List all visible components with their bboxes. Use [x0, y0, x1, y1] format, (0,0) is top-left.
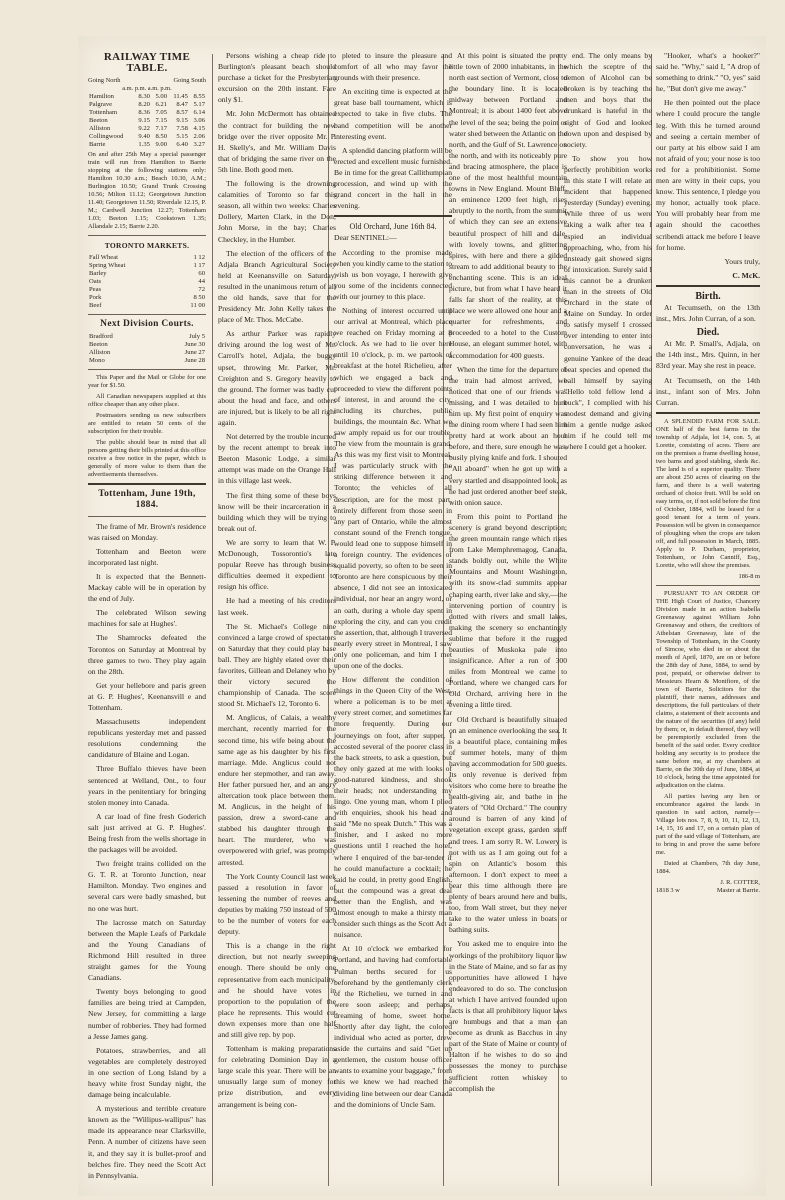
- station-time: 3.06: [193, 117, 205, 125]
- market-row-label: Pork: [89, 294, 102, 302]
- divider: [88, 516, 206, 517]
- local-news: [88, 521, 206, 1181]
- column-1: [88, 50, 206, 1190]
- court-row: [88, 333, 206, 341]
- notice: This Paper and the Mail or Globe for one year for $1.50.: [88, 374, 206, 390]
- station-time: 5.17: [193, 101, 205, 109]
- market-row-value: 44: [198, 278, 205, 286]
- station-time: 6.14: [193, 109, 205, 117]
- news-item: As arthur Parker was rapidly driving around the log west of Mr. Carroll's hotel, Adjala, the buggy upset, throwing Mr. Parker, Mr. Creighton and S. Gregory heavily to the ground. The former was badly cut about the head and face, and others are injured, but is likely to be all right again.: [218, 329, 336, 427]
- sign-off: Yours truly,: [724, 256, 760, 266]
- market-row-value: 11 00: [190, 302, 205, 310]
- news-item: An exciting time is expected at the great base ball tournament, which is expected to take in five clubs. The band competition will be another interesting event.: [334, 87, 452, 141]
- court-row-label: Bradford: [89, 333, 113, 341]
- station-time: 2.06: [193, 133, 205, 141]
- court-order-notice: All parties having any lien or encumbrance against the lands in question in said action, namely—Village lots nos. 7, 8, 9, 10, 11, 12, 13, 14, 15, 16 and 17, on a certain plan of part of the said village of Tottenham, are to bring in and prove the same before me.: [656, 792, 760, 856]
- notice-date: Dated at Chambers, 7th day June, 1884.: [656, 859, 760, 875]
- division-courts-title: Next Division Courts.: [100, 319, 194, 330]
- news-item: Not deterred by the trouble incurred by the recent attempt to break into Beeton Masonic Lodge, a similar attempt was made on the Orange Hall in this village last week.: [218, 432, 336, 486]
- railway-row: [88, 101, 206, 109]
- market-row: [88, 262, 206, 270]
- station-name: Collingwood: [89, 133, 124, 141]
- markets-title: TORONTO MARKETS.: [104, 241, 190, 251]
- notice: All Canadian newspapers supplied at this office cheaper than any other place.: [88, 393, 206, 409]
- letter-paragraph: "Hooker, what's a hooker?" said he. "Why," said I, "A drop of something to drink." "O, yes" said he, "But don't give me away.": [656, 51, 760, 94]
- station-time: 7.15: [155, 117, 168, 125]
- market-row: [88, 286, 206, 294]
- court-row-label: Alliston: [89, 349, 111, 357]
- notice-signature: J. R. COTTER,: [720, 878, 760, 886]
- railway-row: [88, 93, 206, 101]
- station-time: 8.50: [155, 133, 168, 141]
- station-time: 3.27: [193, 141, 205, 149]
- birth-heading: Birth.: [695, 290, 721, 302]
- station-time: 9.22: [138, 125, 150, 133]
- column-4: [449, 50, 567, 1190]
- news-item: The first thing some of these boys know will be their incarceration in a building which they will be trying to break out of.: [218, 490, 336, 533]
- news-item: The celebrated Wilson sewing machines for sale at Hughes'.: [88, 608, 206, 629]
- courts-table: [88, 333, 206, 365]
- notice-footer: [656, 887, 760, 895]
- ad-reference: 1818 3 w: [656, 886, 680, 894]
- court-row-value: July 5: [189, 333, 205, 341]
- court-row-label: Mono: [89, 357, 105, 365]
- railway-table: [88, 93, 206, 149]
- divider: [656, 412, 760, 414]
- news-item: pleted to insure the pleasure and comfort of all who may favor the grounds with their presence.: [334, 51, 452, 83]
- dateline: Tottenham, June 19th, 1884.: [98, 489, 196, 511]
- market-row: [88, 302, 206, 310]
- station-time: 8.30: [138, 93, 150, 101]
- divider: [88, 369, 206, 370]
- court-row-value: June 27: [184, 349, 205, 357]
- station-time: 8.55: [193, 93, 205, 101]
- news-item: Mr. John McDermott has obtained the contract for building the new bridge over the river opposite Mr. P. H. Skelly's, and Mr. William Davis that of bridging the same river on the 5th line. Both good men.: [218, 109, 336, 174]
- news-item: It is expected that the Bennett-Mackay cable will be in operation by the end of July.: [88, 571, 206, 604]
- signature: C. McK.: [732, 270, 760, 280]
- station-time: 4.15: [193, 125, 205, 133]
- letter-paragraph: According to the promise made when you kindly came to the station to wish us bon voyage, I herewith give you some of the incidents connected with our journey to this place.: [334, 247, 452, 301]
- letter-paragraph: How different the condition of things in the Queen City of the West, where a policeman is to be met at every street corner, and sometimes far more frequently. During our journeyings on foot, after supper, I accosted several of the poorer class in the back streets, to ask a question, but they only gazed at me with looks of good-natured kindness, and shook their heads; not understanding my lingo. One young man, whom I plied with enquiries, shook his head and said "Me no speak Dutch." This was a finisher, and I asked no more questions until I reached the hotel, where I enquired of the bar-tender if he could manufacture a cocktail; he said he could, in pretty good English, but the compound was a great deal better than the English, and was almost enough to make a thirsty man consider such things as the Scott Act a nuisance.: [334, 675, 452, 940]
- railway-row: [88, 109, 206, 117]
- markets-table: [88, 254, 206, 310]
- letter-paragraph: From this point to Portland the scenery is grand beyond description; the green mountain range which rises from Lake Memphremagog, Canada, stands boldly out, while the White Mountains and Mount Washington, with its snow-clad summits appear chaping earth, river lake and sky,—the intervening portion of country is dotted with rivers and small lakes, making the scenery so enchantingly sublime that before it the rugged beauties of Muskoka pale into insignificance. After a run of 300 miles from Montreal we came to Portland, where we changed cars for Old Orchard, arriving here in the evening a little tired.: [449, 511, 567, 710]
- market-row: [88, 270, 206, 278]
- market-row: [88, 254, 206, 262]
- station-time: 7.05: [155, 109, 168, 117]
- market-row-value: 60: [198, 270, 205, 278]
- news-item: Massachusetts independent republicans yesterday met and passed resolutions condemning the candidature of Blaine and Logan.: [88, 717, 206, 760]
- news-item: Tottenham and Beeton were incorporated last night.: [88, 546, 206, 567]
- direction-north: Going North: [88, 77, 121, 85]
- letter-end: [656, 50, 760, 253]
- station-time: 1.35: [138, 141, 150, 149]
- station-time: 6.21: [155, 101, 168, 109]
- news-item: The lacrosse match on Saturday between the Maple Leafs of Parkdale and the Young Canadians of Richmond Hill resulted in three straight games for the Young Canadians.: [88, 917, 206, 983]
- court-row-value: June 30: [184, 341, 205, 349]
- letter-date: Old Orchard, June 16th 84.: [349, 222, 437, 232]
- station-time: 8.20: [138, 101, 150, 109]
- news-item: The St. Michael's College nine convinced a large crowd of spectators on Saturday that they could play base ball. They are highly elated over their favorites, Gillean and Delaney who by their victory secured the championship of Canada. The score stood St. Michael's 12, Toronto 6.: [218, 621, 336, 709]
- notice: Postmasters sending us new subscribers are entitled to retain 50 cents of the subscription for their trouble.: [88, 412, 206, 436]
- station-time: 9.40: [138, 133, 150, 141]
- birth-notice: At Tecumseth, on the 13th inst., Mrs. John Curran, of a son.: [656, 302, 760, 324]
- railway-title: RAILWAY TIME TABLE.: [103, 51, 191, 75]
- news-item: We are sorry to learn that W. P. McDonough, Tossorontio's late popular Reeve has through business difficulties deemed it expedient to resign his office.: [218, 537, 336, 592]
- column-6: [656, 50, 760, 1190]
- letter-paragraph: He then pointed out the place where I could procure the tangle leg. With this he turned around and seeing a certain member of our party at his elbow said I am not afraid of you; your nose is too red for a prohibitionist. Some men are witty in their cups, you know. This sentence, I pledge you my honor, actually took place. You will probably hear from me again should the cacoethes scribendi attack me before I leave for home.: [656, 98, 760, 252]
- news-item: A mysterious and terrible creature known as the "Willipus-wallipus" has made its appearance near Clarksville, Penn. A number of citizens have seen it, and they say it is bullet-proof and belches fire. They need the Scott Act in Pennsylvania.: [88, 1104, 206, 1180]
- divider: [88, 314, 206, 315]
- column-rule: [212, 54, 213, 1186]
- market-row-label: Spring Wheat: [89, 262, 126, 270]
- court-row-value: June 28: [184, 357, 205, 365]
- court-row: [88, 349, 206, 357]
- letter-body: [334, 247, 452, 1110]
- letter-salutation: Dear SENTINEL:—: [334, 233, 397, 243]
- market-row-label: Peas: [89, 286, 102, 294]
- railway-row: [88, 125, 206, 133]
- market-row-value: 1 12: [193, 254, 205, 262]
- ad-reference: 186-8 m: [738, 572, 760, 580]
- divider: [656, 285, 760, 287]
- station-time: 8.36: [138, 109, 150, 117]
- news-item: M. Anglicus, of Calais, a wealthy merchant, recently married for the second time, his wife being about the same age as his daughter by his first marriage. Mde. Anglicus could not endure her stepmother, and ran away. Her father pursued her, and an angry altercation took place between them. M. Anglicus, in the height of his passion, drew a sword-cane and stabbed his daughter through the heart. The murderer, who was overpowered with grief, was promptly arrested.: [218, 713, 336, 867]
- station-name: Barrie: [89, 141, 106, 149]
- station-time: 7.58: [176, 125, 188, 133]
- notice-role: Master at Barrie.: [716, 886, 760, 894]
- market-row-value: 72: [198, 286, 205, 294]
- news-item: The frame of Mr. Brown's residence was raised on Monday.: [88, 521, 206, 542]
- column-5: [564, 50, 652, 1190]
- station-time: 6.40: [176, 141, 188, 149]
- letter-paragraph: When the time for the departure of the train had almost arrived, we noticed that one of our friends was missing, and I was detailed to hunt him up. My first point of enquiry was the dining room where I had seen him pretty hard at work about an hour before, and there, sure enough he was, busily plying knife and fork. I shouted "All aboard" when he got up with a very startled and disappointed look, as he had just ordered another beef steak, with onion sauce.: [449, 364, 567, 507]
- news-item: Get your hellebore and paris green at G. P. Hughes', Keenansvill e and Tottenham.: [88, 680, 206, 712]
- station-name: Alliston: [89, 125, 111, 133]
- divider: [334, 215, 452, 217]
- station-time: 9.15: [138, 117, 150, 125]
- court-order-notice: PURSUANT TO AN ORDER OF THE High Court of Justice, Chancery Division made in an action Isabella Greenaway against William John Greenaway and others, the creditors of Athelstan Greenaway, late of the Township of Tottenham, in the County of Simcoe, who died in or about the month of April, 1870, are on or before the 28th day of June, 1884, to send by post, prepaid, or otherwise deliver to Messieurs Hearn & Montfiore, of the town of Barrie, Solicitors for the plaintiff, their names, addresses and descriptions, the full particulars of their claims, a statement of their accounts and the nature of the securities (if any) held by them; or, in default thereof, they will be peremptorily excluded from the benefit of the said order. Every creditor holding any security is to produce the same before me, at my chambers at Barrie, on the 30th day of June, 1884, at 10 o'clock, being the time appointed for adjudication on the claims.: [656, 589, 760, 789]
- death-notice: At Mr. P. Small's, Adjala, on the 14th inst., Mrs. Quinn, in her 83rd year. May she rest in peace.: [656, 339, 760, 371]
- market-row-label: Beef: [89, 302, 102, 310]
- news-item: Twenty boys belonging to good families are being tried at Campden, New Jersey, for committing a large number of robberies. They had formed a Jesse James gang.: [88, 987, 206, 1041]
- news-item: The election of the officers of the Adjala Branch Agricultural Society held at Keenansville on Saturday, resulted in the unanimous return of all the old hands, save that for the Presidency Mr. John Kelly takes the place of Mr. Thos. McCabe.: [218, 248, 336, 325]
- station-time: 7.17: [155, 125, 168, 133]
- station-time: 9.15: [176, 117, 188, 125]
- market-row-label: Fall Wheat: [89, 254, 118, 262]
- station-name: Palgrave: [89, 101, 113, 109]
- news-item: He had a meeting of his creditors last week.: [218, 596, 336, 617]
- court-row: [88, 357, 206, 365]
- market-row: [88, 294, 206, 302]
- died-heading: Died.: [696, 327, 720, 339]
- market-row-label: Barley: [89, 270, 107, 278]
- news-item: The York County Council last week passed a resolution in favor of lessening the number of reeves and deputies by making 750 instead of 500 to be the number of voters for each deputy.: [218, 871, 336, 937]
- newspaper-sheet: [78, 36, 766, 1196]
- court-row: [88, 341, 206, 349]
- court-row-label: Beeton: [89, 341, 108, 349]
- rail-note: On and after 25th May a special passenger train will run from Hamilton to Barrie stopping at the following stations only: Hamilton 10.30 a.m.; Beach 10.30, A.M.; Burlington 10.50; Grand Trunk Crossing 10.56; Milton 11.12; Georgetown Junction 11.40; Georgetown 11.50; Riverdale 12.15, P. M.; Cardwell Junction 12.27; Tottenham 1.03; Beeton 1.15; Cookstown 1.35; Allandale 2.15; Barrie 2.20.: [88, 151, 206, 231]
- market-row-value: 8 50: [193, 294, 205, 302]
- news-item: The Shamrocks defeated the Torontos on Saturday at Montreal by three games to two. They play again on the 28th.: [88, 633, 206, 676]
- direction-south: Going South: [173, 77, 206, 85]
- station-name: Hamilton: [89, 93, 114, 101]
- news-item: The following is the drowning calamities of Toronto so far this season, all within two weeks: Charles Dollery, Marten Clark, in the Don; John Morse, in the bay; Charles Checkley, in the Humber.: [218, 179, 336, 244]
- notice: The public should bear in mind that all persons getting their bills printed at this office receive a free notice in the paper, which is generally of more value to them than the advertisements themselves.: [88, 439, 206, 479]
- column-2: [218, 50, 336, 1190]
- divider: [656, 585, 760, 586]
- station-name: Tottenham: [89, 109, 118, 117]
- death-notice: At Tecumseth, on the 14th inst., infant son of Mrs. John Curran.: [656, 375, 760, 407]
- letter-paragraph: To show you how perfectly prohibition works in this state I will relate an incident that happened yesterday (Sunday) evening. While three of us were taking a walk after tea I espied an individual approaching, who, from his unsteady gait showed signs of intoxication. Surely said I this cannot be a drunken man in the streets of Old Orchard in the state of Maine on Sunday. In order to satisfy myself I crossed over intending to enter into conversation, he was a genuine Yankee of the dead beat species and opened the ball himself by saying "Hello told fellow lend a buck", I complied with his modest demand and giving him a gentle nudge asked him if he could tell me where I could get a hooker.: [564, 153, 652, 452]
- letter-continued: [564, 50, 652, 452]
- letter-paragraph: At this point is situated the pretty little town of 2000 inhabitants, in the north east section of Vermont, close to the boundary line. It is located midway between Portland and Montreal; it is about 1400 feet above the level of the sea; being the point or water shed between the Atlantic on the north, and the Gulf of St. Lawrence on the north, and with its noticeably pure and bracing atmosphere, the place is one of the most healthful mountain towns in New England. Mount Bluff, an eminence 1200 feet high, rises abruptly to the north, from the summit of which they can see an extensive beautiful prospect of hill and dale, with lovely towns, and glittering spires, with here and there a gilded stream to add additional beauty to the enchanting scene. This is an ideal picture, but from what I have heard it falls far short of the reality, at this place we were allowed one hour and a quarter for refreshments, and proceeded to a hotel to the Custom House, an elegant summer hotel, with accommodation for 400 guests.: [449, 51, 567, 360]
- times-header: a.m. p.m. a.m. p.m.: [122, 85, 172, 93]
- market-row-value: 1 17: [193, 262, 205, 270]
- news-item: A car load of fine fresh Goderich salt just arrived at G. P. Hughes'. Being fresh from the wells shortage in the packages will be avoided.: [88, 811, 206, 855]
- station-time: 9.00: [155, 141, 168, 149]
- market-row: [88, 278, 206, 286]
- letter-paragraph: You asked me to enquire into the workings of the prohibitory liquor law in the State of Maine, and so far as my opportunities have allowed I have endeavored to do so. The conclusion at which I have arrived founded upon facts is that all prohibitory liquor laws are humbugs and that a man can become as drunk as Bacchus in any part of the State of Maine or county of Halton if he wishes to do so and possesses the money to purchase sufficient rotten whiskey to accomplish the: [449, 939, 567, 1093]
- railway-row: [88, 133, 206, 141]
- news-item: Three Buffalo thieves have been sentenced at Welland, Ont., to four years in the penitentiary for bringing stolen money into Canada.: [88, 764, 206, 807]
- letter-paragraph: Nothing of interest occurred until our arrival at Montreal, which place we reached on Friday morning at 8 o'clock. As we had to lie over here until 10 o'clock, p. m. we partook of breakfast at the hotel Richelieu, after which we engaged a back and proceeded to view the different points of interest, in and around the city, including its churches, public buildings, the mountain &c. What we saw amply repaid us for our trouble. The view from the mountain is grand. As this was my first visit to Montreal, I was particularly struck with the striking difference between it and Toronto; the vehicles of all description, are for the most part, entirely different from those seen in any part of Ontario, while the almost constant sound of the French tongue, would lead one to suppose himself in a foreign country. The evidences of squalid poverty, so often to be seen in Toronto are here conspicuous by their absence, I did not see an intoxicated individual, nor hear an angry word, or an oath, during a whole day spent in exploring the city, and can you credit the assertion, that, although I traversed nearly every street in Montreal, I saw only one policeman, and him I met upon one of the docks.: [334, 305, 452, 670]
- letter-paragraph: end. The only means by which the sceptre of the demon of Alcohol can be broken is by teaching the men and boys that the drunkard is hateful in the sight of God and looked down upon and despised by society.: [564, 51, 652, 149]
- railway-row: [88, 117, 206, 125]
- station-time: 5.15: [176, 133, 188, 141]
- railway-directions: [88, 77, 206, 85]
- station-time: 8.47: [176, 101, 188, 109]
- news-item: Tottenham is making preparations for celebrating Dominion Day in a large scale this year. There will be an unusually large sum of money for prize distribution, and every arrangement is being con-: [218, 1044, 336, 1109]
- market-row-label: Oats: [89, 278, 102, 286]
- column-3: [334, 50, 452, 1190]
- divider: [88, 483, 206, 485]
- station-name: Beeton: [89, 117, 108, 125]
- station-time: 11.45: [173, 93, 188, 101]
- letter-paragraph: Old Orchard is beautifully situated on an eminence overlooking the sea. It is a beautiful place, containing miles of summer hotels, many of them having accommodation for 500 guests. Its only revenue is derived from visitors who come here to breathe the health-giving air, and bathe in the waters of "Old Orchard." The country around is barren of any kind of vegetation except grass, garden stuff and trees. I am sorry R. W. Lowery is not with us as I am going out for a spin on Atlantic's bosom this afternoon. I don't expect to meet a bear this time although there are plenty of bears around here and bulls, too, from Wall street, but they never take to the water unless in boats or bathing suits.: [449, 714, 567, 935]
- station-time: 5.00: [155, 93, 168, 101]
- news-item: Two freight trains collided on the G. T. R. at Toronto Junction, near Hamilton. Monday. Two engines and several cars were badly smashed, but no one was hurt.: [88, 859, 206, 913]
- letter-paragraph: At 10 o'clock we embarked for Portland, and having had comfortable Pulman berths secured for us beforehand by the gentlemanly clerk of the Richelieu, we turned in and were soon asleep; and perhaps, dreaming of home, sweet home. Shortly after day light, the colored individual who acted as porter, drew aside the curtains and said "Get up gentlemen, the custom house officer wants to examine your baggage," from this we knew we had reached the dividing line between our dear Canada and the dominions of Uncle Sam.: [334, 944, 452, 1109]
- news-item: Potatoes, strawberries, and all vegetables are completely destroyed in one section of Long Island by a heavy white frost Sunday night, the damage being incalculable.: [88, 1045, 206, 1100]
- railway-row: [88, 141, 206, 149]
- station-time: 8.57: [176, 109, 188, 117]
- news-item: This is a change in the right direction, but not nearly sweeping enough. There should be only one representative from each municipality, and he should have votes in proportion to the population of the place he represents. This would cut down expenses more than one half and still give rep. by pop.: [218, 941, 336, 1039]
- celebration-news: [334, 50, 452, 211]
- news-item: A splendid dancing platform will be erected and excellent music furnished. Be in time for the great Callithumpian procession, and wind up with the grand concert in the hall in the evening.: [334, 145, 452, 211]
- news-item: Persons wishing a cheap ride to Burlington's pleasant beach should purchase a ticket for the Presbyterian excursion on the 20th instant. Fare only $1.: [218, 51, 336, 105]
- farm-advertisement: A SPLENDID FARM FOR SALE. ONE half of the best farms in the township of Adjala, lot 14, con. 5, at Lorette, consisting of acres. There are on the premises a frame dwelling house, two barns and good stabling, sheds &c. The land is of a superior quality. There are about 250 acres of clearing on the farm, and there is a well watering orchard of choice fruit. Will be sold on easy terms, or, if not sold before the first of October, 1884, will be leased for a good tenant for a term of years. Possession will be given in consequence of ploughing when the crops are taken off, and full possession in March, 1885. Apply to P. Durham, proprietor, Tottenham, or John Canniff, Esq., Lorette, who will show the premises.: [656, 417, 760, 569]
- divider: [88, 235, 206, 236]
